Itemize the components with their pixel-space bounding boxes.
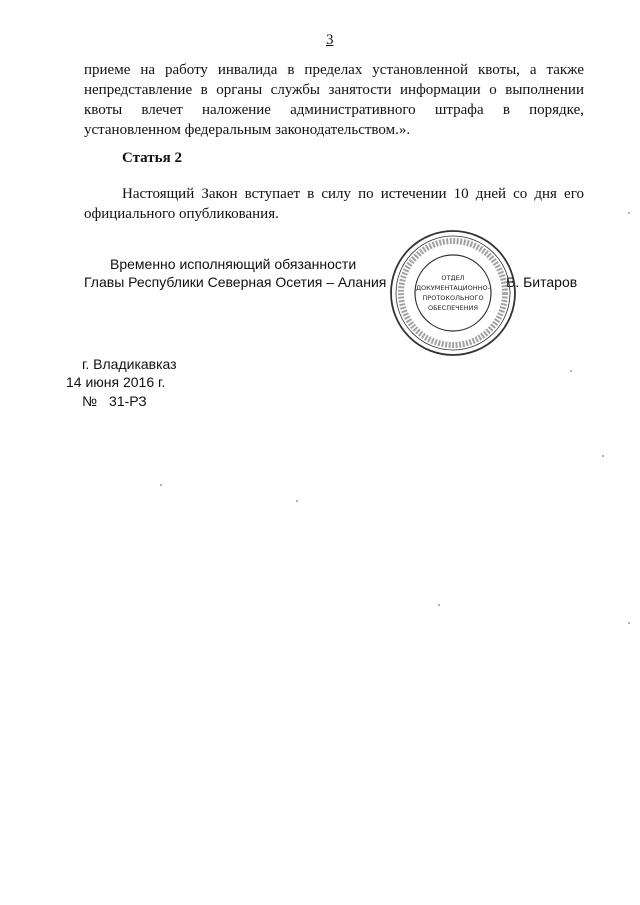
law-number <box>82 393 147 409</box>
signing-place: г. Владикавказ <box>82 356 177 372</box>
scan-speck <box>570 370 572 372</box>
scan-speck <box>296 500 298 502</box>
seal-text-line-4: ОБЕСПЕЧЕНИЯ <box>427 304 479 312</box>
seal-text-line-1: ОТДЕЛ <box>441 274 465 282</box>
law-paragraph-continuation: приеме на работу инвалида в пределах установленной квоты, а также непредставление в органы службы занятости информации о выполнении квоты влечет наложение административного штрафа в порядке, установленном федеральным законодательством.». <box>84 62 584 138</box>
law-paragraph-effective-date: Настоящий Закон вступает в силу по истечении 10 дней со дня его официального опубликования. <box>84 186 584 222</box>
official-seal-stamp <box>388 228 518 358</box>
signatory-title-line-2: Главы Республики Северная Осетия – Алания <box>84 274 387 290</box>
article-heading: Статья 2 <box>122 150 182 166</box>
scan-speck <box>160 484 162 486</box>
seal-text-line-2: ДОКУМЕНТАЦИОННО- <box>415 284 491 292</box>
page-number: 3 <box>326 32 334 48</box>
signatory-name: В. Битаров <box>506 274 578 290</box>
signatory-title-line-1: Временно исполняющий обязанности <box>110 256 357 272</box>
scan-speck <box>628 622 630 624</box>
scan-speck <box>602 455 604 457</box>
number-sign: № <box>82 393 98 409</box>
scan-speck <box>438 604 440 606</box>
law-number-value: 31-РЗ <box>109 393 147 409</box>
seal-text-line-3: ПРОТОКОЛЬНОГО <box>422 294 484 302</box>
scan-speck <box>628 212 630 214</box>
signing-date: 14 июня 2016 г. <box>66 374 166 390</box>
